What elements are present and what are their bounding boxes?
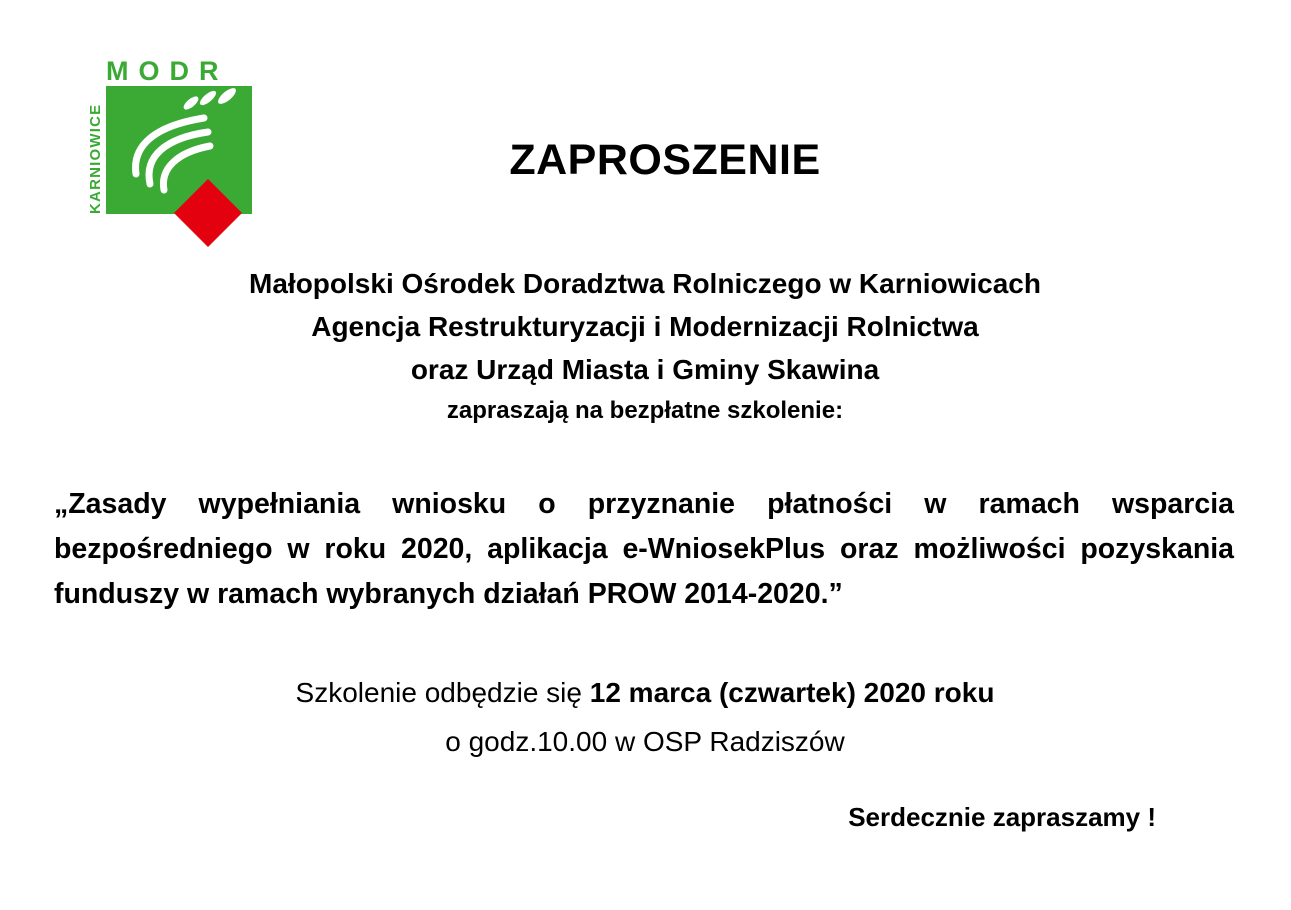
logo-side-text: KARNIOWICE — [87, 103, 104, 214]
closing-text: Serdecznie zapraszamy ! — [848, 802, 1156, 832]
organizer-line: Agencja Restrukturyzacji i Modernizacji Rolnictwa — [311, 311, 979, 342]
schedule-date-line — [95, 668, 1195, 717]
modr-logo — [84, 56, 272, 256]
schedule-block — [95, 668, 1195, 766]
page-title: ZAPROSZENIE — [509, 136, 821, 184]
logo-green-square — [106, 86, 252, 214]
organizers-block — [95, 262, 1195, 431]
schedule-prefix: Szkolenie odbędzie się — [295, 677, 590, 708]
logo-top-text: MODR — [106, 56, 229, 86]
organizer-line: Małopolski Ośrodek Doradztwa Rolniczego w Karniowicach — [249, 268, 1041, 299]
schedule-place: o godz.10.00 w OSP Radziszów — [445, 726, 845, 757]
organizer-line: oraz Urząd Miasta i Gminy Skawina — [410, 354, 880, 385]
invite-line: zapraszają na bezpłatne szkolenie: — [446, 397, 844, 424]
training-topic: „Zasady wypełniania wniosku o przyznanie płatności w ramach wsparcia bezpośredniego w roku 2020, aplikacja e-WniosekPlus oraz możliwości pozyskania funduszy w ramach wybranych działań PROW 2014-2020.” — [54, 488, 1234, 610]
schedule-date: 12 marca (czwartek) 2020 roku — [589, 677, 995, 708]
